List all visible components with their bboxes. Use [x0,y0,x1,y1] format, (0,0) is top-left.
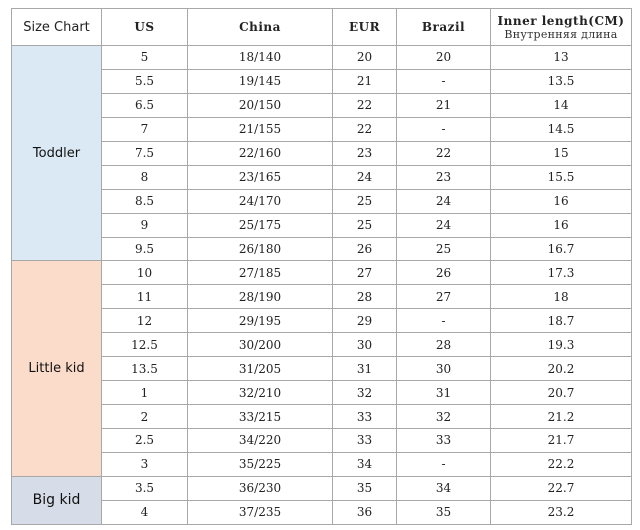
cell-china: 26/180 [188,237,333,261]
cell-brazil: - [397,117,491,141]
cell-inner: 16 [491,213,632,237]
column-header-brazil: Brazil [397,9,491,46]
column-header-eur: EUR [333,9,397,46]
cell-inner: 17.3 [491,261,632,285]
cell-eur: 25 [333,213,397,237]
cell-inner: 14 [491,93,632,117]
cell-brazil: 27 [397,285,491,309]
table-row [12,405,632,429]
table-row [12,381,632,405]
cell-us: 2 [102,405,188,429]
table-row [12,476,632,500]
cell-china: 37/235 [188,500,333,524]
cell-us: 9.5 [102,237,188,261]
cell-brazil: 21 [397,93,491,117]
cell-us: 2.5 [102,429,188,453]
cell-us: 12.5 [102,333,188,357]
cell-eur: 28 [333,285,397,309]
cell-china: 24/170 [188,189,333,213]
cell-eur: 30 [333,333,397,357]
cell-brazil: 35 [397,500,491,524]
cell-eur: 26 [333,237,397,261]
cell-eur: 27 [333,261,397,285]
cell-china: 36/230 [188,476,333,500]
cell-brazil: 32 [397,405,491,429]
cell-inner: 16 [491,189,632,213]
table-row [12,333,632,357]
cell-brazil: 25 [397,237,491,261]
cell-eur: 34 [333,452,397,476]
cell-us: 7.5 [102,141,188,165]
cell-eur: 20 [333,46,397,70]
cell-eur: 36 [333,500,397,524]
cell-brazil: 24 [397,213,491,237]
group-label-big-kid: Big kid [12,476,102,524]
cell-china: 27/185 [188,261,333,285]
cell-eur: 22 [333,93,397,117]
cell-brazil: - [397,309,491,333]
cell-inner: 23.2 [491,500,632,524]
cell-china: 29/195 [188,309,333,333]
cell-brazil: 26 [397,261,491,285]
table-row [12,46,632,70]
cell-inner: 19.3 [491,333,632,357]
cell-us: 11 [102,285,188,309]
cell-brazil: 31 [397,381,491,405]
cell-brazil: 33 [397,429,491,453]
cell-china: 19/145 [188,69,333,93]
cell-us: 3.5 [102,476,188,500]
cell-china: 18/140 [188,46,333,70]
cell-inner: 15 [491,141,632,165]
table-row [12,117,632,141]
table-row [12,309,632,333]
cell-brazil: 22 [397,141,491,165]
cell-china: 22/160 [188,141,333,165]
table-row [12,69,632,93]
cell-brazil: 28 [397,333,491,357]
cell-eur: 25 [333,189,397,213]
group-label-toddler: Toddler [12,46,102,261]
cell-us: 8.5 [102,189,188,213]
cell-china: 31/205 [188,357,333,381]
cell-us: 10 [102,261,188,285]
column-header-inner-length [491,9,632,46]
cell-eur: 22 [333,117,397,141]
cell-us: 6.5 [102,93,188,117]
cell-brazil: 30 [397,357,491,381]
cell-eur: 35 [333,476,397,500]
cell-inner: 16.7 [491,237,632,261]
cell-china: 32/210 [188,381,333,405]
table-row [12,261,632,285]
cell-inner: 14.5 [491,117,632,141]
cell-brazil: - [397,452,491,476]
table-row [12,189,632,213]
cell-eur: 33 [333,429,397,453]
cell-us: 13.5 [102,357,188,381]
cell-china: 30/200 [188,333,333,357]
table-row [12,237,632,261]
cell-inner: 18.7 [491,309,632,333]
cell-us: 9 [102,213,188,237]
cell-china: 33/215 [188,405,333,429]
cell-brazil: 34 [397,476,491,500]
inner-length-label-ru: Внутренняя длина [504,27,618,41]
cell-brazil: 20 [397,46,491,70]
cell-eur: 24 [333,165,397,189]
cell-us: 4 [102,500,188,524]
size-chart-body [12,46,632,525]
table-row [12,93,632,117]
cell-brazil: 24 [397,189,491,213]
cell-eur: 31 [333,357,397,381]
cell-china: 34/220 [188,429,333,453]
cell-us: 5 [102,46,188,70]
cell-inner: 21.7 [491,429,632,453]
table-row [12,452,632,476]
cell-inner: 22.7 [491,476,632,500]
cell-us: 7 [102,117,188,141]
table-row [12,357,632,381]
table-row [12,213,632,237]
cell-china: 20/150 [188,93,333,117]
cell-eur: 32 [333,381,397,405]
cell-us: 5.5 [102,69,188,93]
cell-eur: 29 [333,309,397,333]
cell-eur: 33 [333,405,397,429]
cell-eur: 21 [333,69,397,93]
column-header-china: China [188,9,333,46]
cell-us: 8 [102,165,188,189]
table-row [12,165,632,189]
cell-china: 35/225 [188,452,333,476]
table-row [12,285,632,309]
column-header-us: US [102,9,188,46]
cell-china: 25/175 [188,213,333,237]
cell-eur: 23 [333,141,397,165]
size-chart-title: Size Chart [12,9,102,46]
cell-china: 23/165 [188,165,333,189]
cell-inner: 13.5 [491,69,632,93]
size-chart-table [11,8,632,525]
inner-length-label: Inner length(CM) [497,13,625,28]
cell-inner: 21.2 [491,405,632,429]
cell-brazil: - [397,69,491,93]
table-row [12,500,632,524]
table-row [12,141,632,165]
cell-inner: 13 [491,46,632,70]
cell-inner: 18 [491,285,632,309]
cell-inner: 15.5 [491,165,632,189]
cell-us: 3 [102,452,188,476]
cell-us: 1 [102,381,188,405]
cell-inner: 20.7 [491,381,632,405]
cell-china: 21/155 [188,117,333,141]
cell-inner: 20.2 [491,357,632,381]
header-row [12,9,632,46]
group-label-little-kid: Little kid [12,261,102,476]
cell-inner: 22.2 [491,452,632,476]
cell-brazil: 23 [397,165,491,189]
cell-us: 12 [102,309,188,333]
cell-china: 28/190 [188,285,333,309]
table-row [12,429,632,453]
